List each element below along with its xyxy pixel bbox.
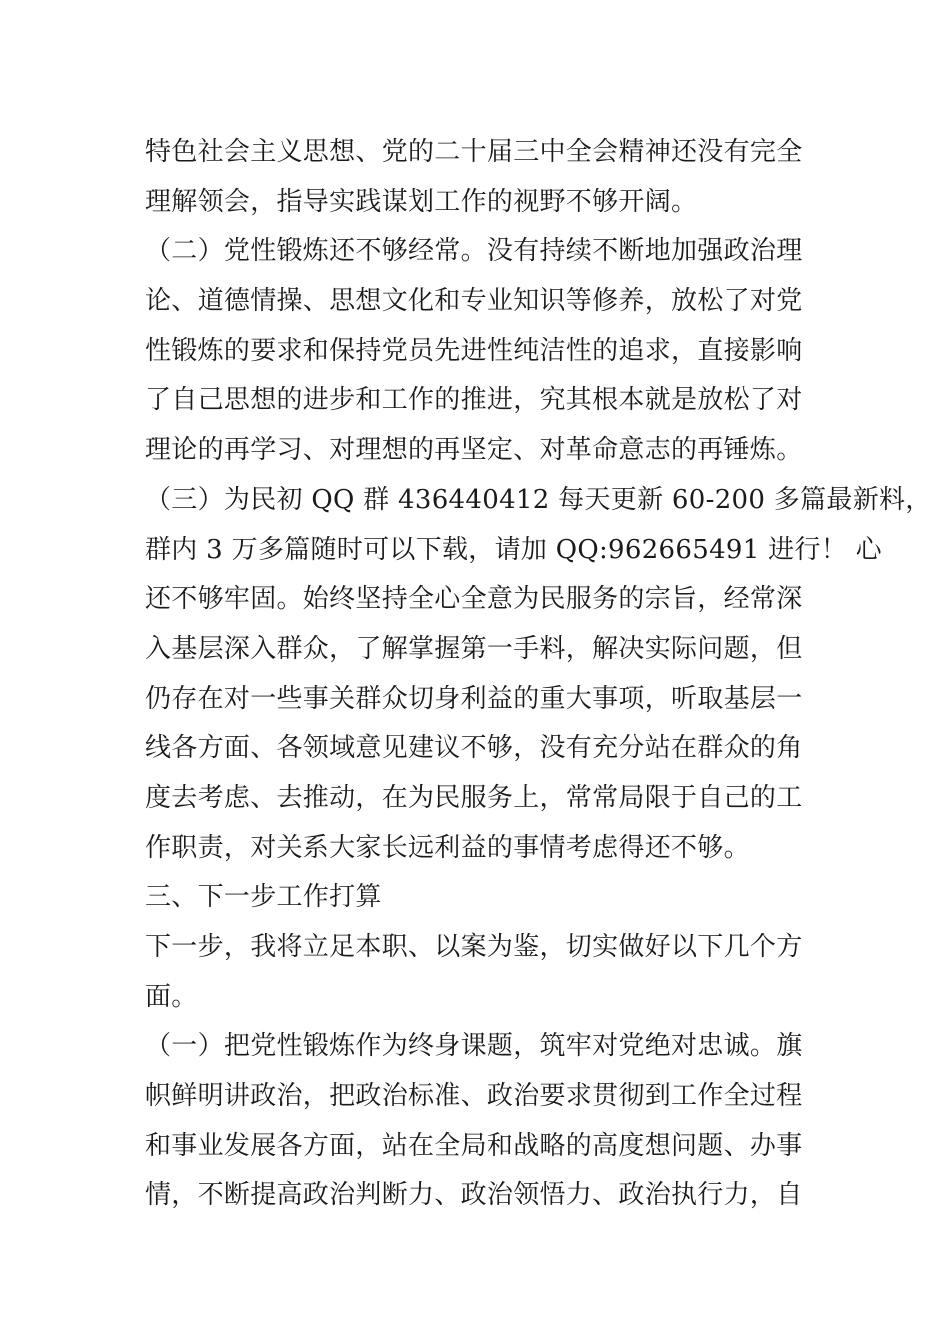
text-line: 情，不断提高政治判断力、政治领悟力、政治执行力，自 xyxy=(145,1180,803,1211)
text-line: 还不够牢固。始终坚持全心全意为民服务的宗旨，经常深 xyxy=(145,584,803,615)
text-line: 帜鲜明讲政治，把政治标准、政治要求贯彻到工作全过程 xyxy=(145,1081,803,1112)
text-line: 和事业发展各方面，站在全局和战略的高度想问题、办事 xyxy=(145,1130,803,1161)
text-line: 性锻炼的要求和保持党员先进性纯洁性的追求，直接影响 xyxy=(145,335,803,366)
text-line: 了自己思想的进步和工作的推进，究其根本就是放松了对 xyxy=(145,385,803,416)
text-line: 入基层深入群众，了解掌握第一手料，解决实际问题，但 xyxy=(145,633,803,664)
text-line: （二）党性锻炼还不够经常。没有持续不断地加强政治理 xyxy=(145,236,803,267)
text-line: 论、道德情操、思想文化和专业知识等修养，放松了对党 xyxy=(145,286,803,317)
text-line: 作职责，对关系大家长远利益的事情考虑得还不够。 xyxy=(145,832,750,863)
document-body xyxy=(145,128,932,1221)
text-line: （三）为民初 QQ 群 436440412 每天更新 60-200 多篇最新料， xyxy=(145,484,932,515)
text-line: 理解领会，指导实践谋划工作的视野不够开阔。 xyxy=(145,186,698,217)
text-line: 特色社会主义思想、党的二十届三中全会精神还没有完全 xyxy=(145,137,803,167)
text-line: 线各方面、各领域意见建议不够，没有充分站在群众的角 xyxy=(145,733,803,764)
text-line: 群内 3 万多篇随时可以下载，请加 QQ:962665491 进行！ 心 xyxy=(145,534,882,565)
section-heading: 三、下一步工作打算 xyxy=(145,882,382,913)
text-line: 理论的再学习、对理想的再坚定、对革命意志的再锤炼。 xyxy=(145,435,803,466)
text-line: 度去考虑、去推动，在为民服务上，常常局限于自己的工 xyxy=(145,782,803,813)
text-line: 仍存在对一些事关群众切身利益的重大事项，听取基层一 xyxy=(145,683,803,714)
text-line: 面。 xyxy=(145,981,198,1012)
text-line: 下一步，我将立足本职、以案为鉴，切实做好以下几个方 xyxy=(145,932,803,962)
text-line: （一）把党性锻炼作为终身课题，筑牢对党绝对忠诚。旗 xyxy=(145,1031,803,1062)
